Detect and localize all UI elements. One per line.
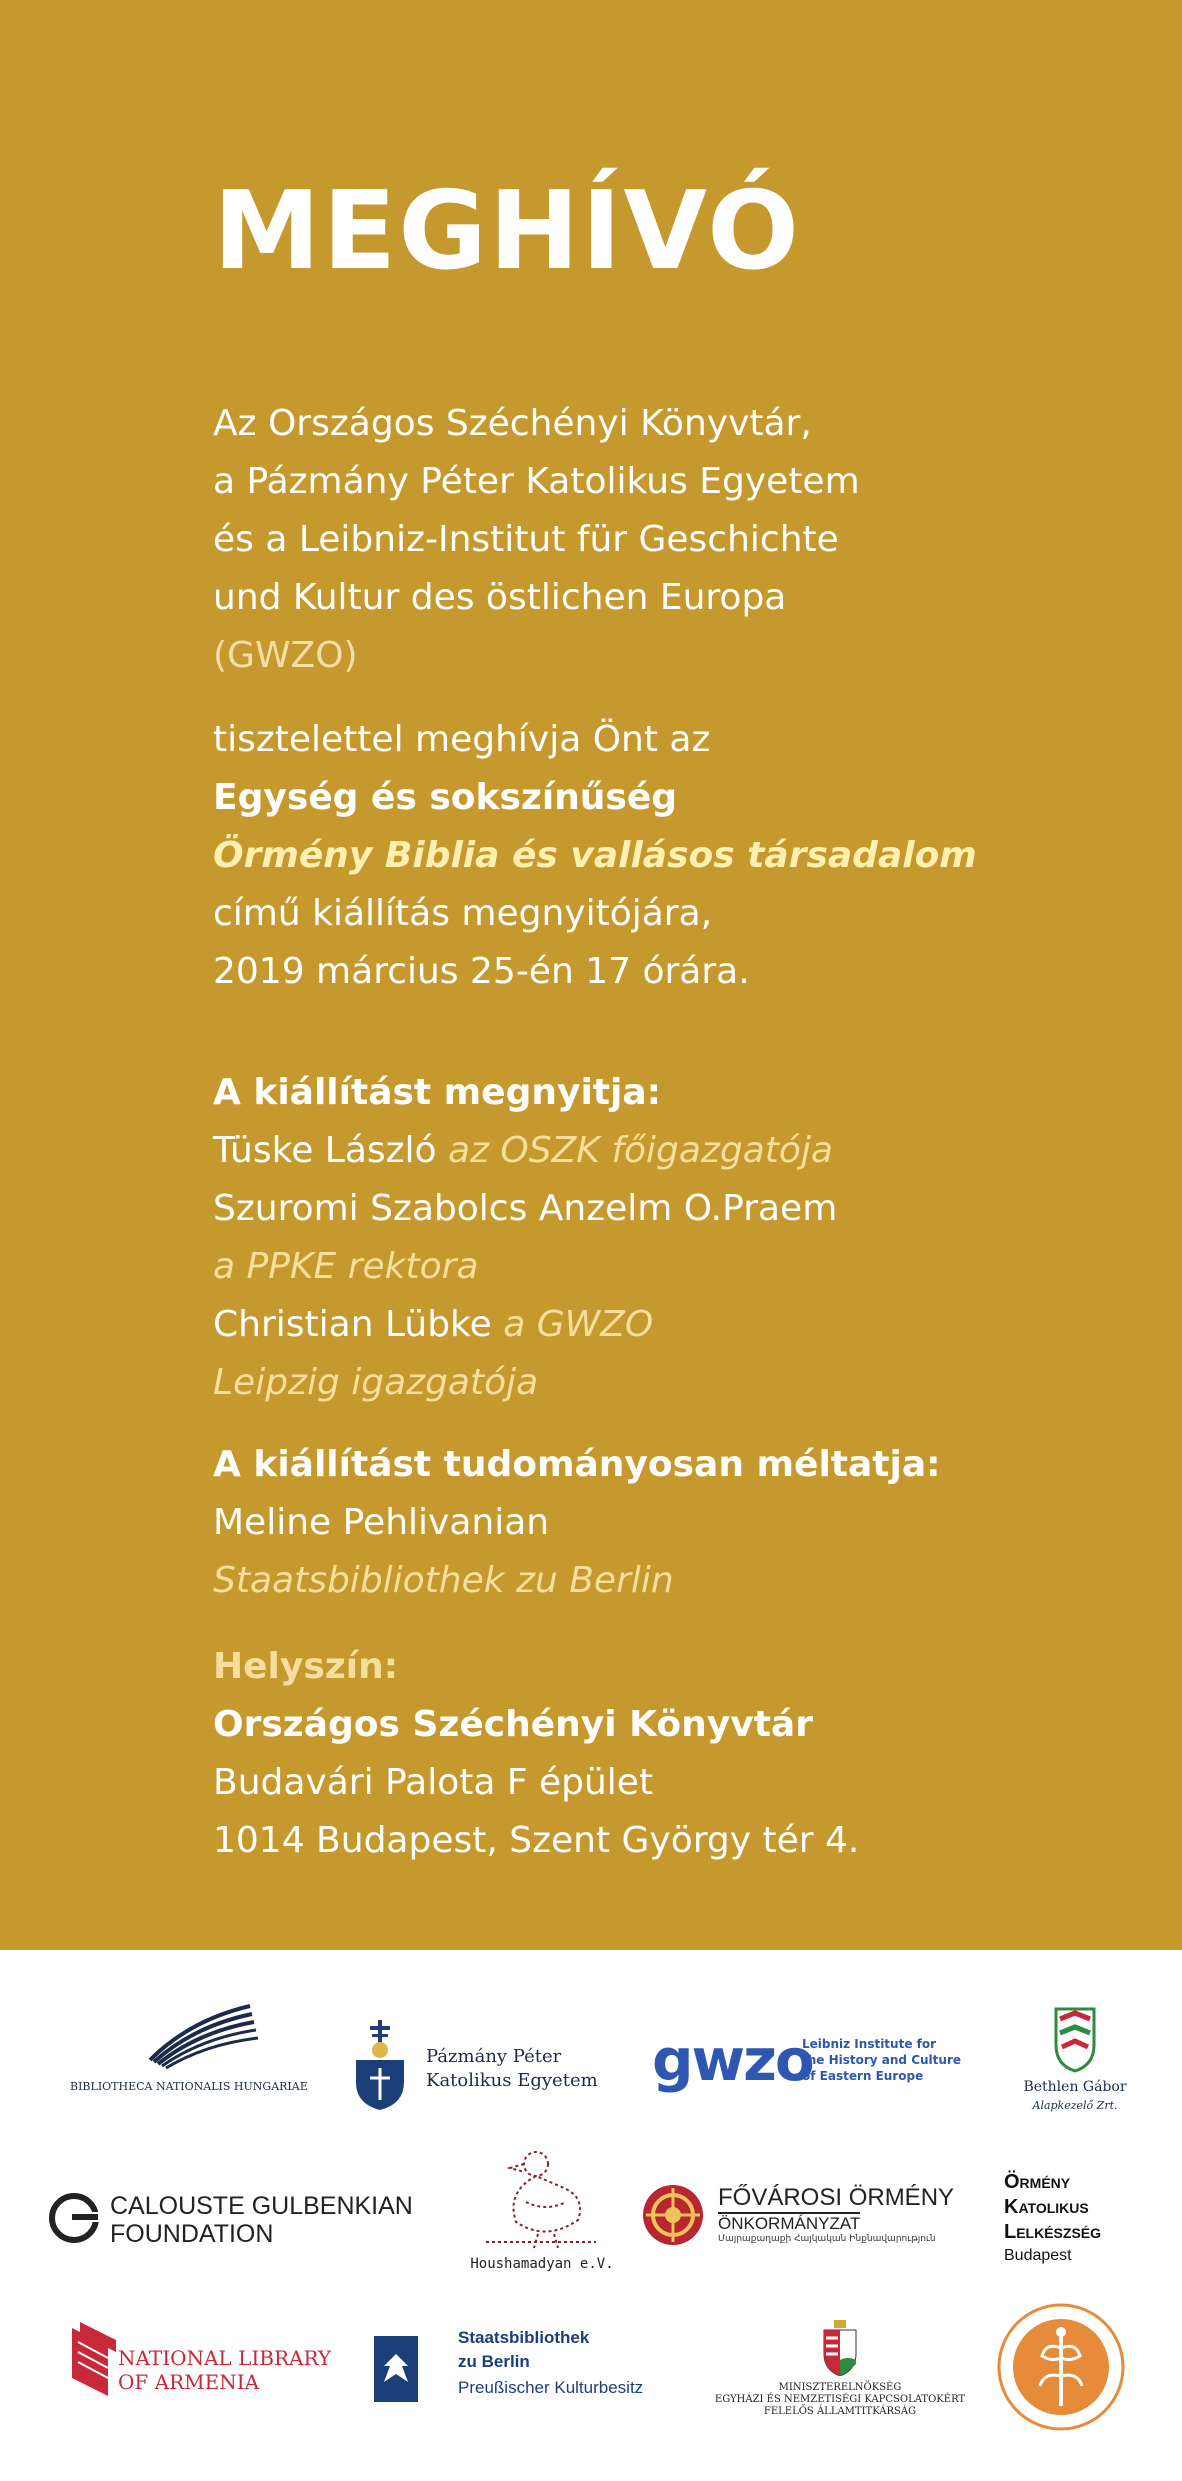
intro-line: a Pázmány Péter Katolikus Egyetem <box>213 461 860 502</box>
bnh-name: BIBLIOTHECA NATIONALIS HUNGARIAE <box>70 2080 308 2093</box>
intro-line: Az Országos Széchényi Könyvtár, <box>213 403 812 444</box>
bnh-logo <box>60 2000 310 2100</box>
nla-book-icon <box>68 2322 120 2402</box>
hungarian-coat-of-arms-icon <box>820 2320 860 2376</box>
ppke-logo <box>352 2020 612 2120</box>
speaker-name: Tüske László <box>213 1130 437 1171</box>
bethlen-shield-icon <box>1010 2005 1140 2075</box>
sbb-name-3: Preußischer Kulturbesitz <box>458 2378 644 2397</box>
houshamadyan-logo <box>436 2142 636 2282</box>
bethlen-logo <box>1010 2005 1140 2125</box>
speaker-role: a GWZO <box>503 1304 654 1345</box>
gulbenkian-emblem-icon <box>48 2192 100 2244</box>
gwzo-description <box>802 2036 961 2084</box>
ppke-crest-icon <box>352 2020 408 2110</box>
opening-block <box>213 1064 1113 1412</box>
speaker-role: az OSZK főigazgatója <box>448 1130 833 1171</box>
armenian-seal-icon <box>996 2302 1126 2432</box>
page-title: MEGHÍVÓ <box>213 169 801 294</box>
opening-heading: A kiállítást megnyitja: <box>213 1072 662 1113</box>
gwzo-logo <box>652 2026 972 2116</box>
ministry-name <box>700 2382 980 2418</box>
ministry-line: MINISZTERELNÖKSÉG <box>778 2382 902 2393</box>
venue-block <box>213 1638 1113 1870</box>
fovarosi-emblem-icon <box>640 2182 706 2248</box>
intro-line: és a Leibniz-Institut für Geschichte <box>213 519 839 560</box>
sponsor-logos <box>0 1950 1182 2481</box>
exhibition-title: Egység és sokszínűség <box>213 777 678 818</box>
ministry-line: EGYHÁZI ÉS NEMZETISÉGI KAPCSOLATOKÉRT <box>714 2394 966 2405</box>
ministry-logo <box>700 2320 980 2420</box>
ppke-name-2: Katolikus Egyetem <box>426 2070 598 2091</box>
speaker-name: Christian Lübke <box>213 1304 492 1345</box>
gwzo-desc-line: Leibniz Institute for <box>802 2037 937 2051</box>
ppke-name-1: Pázmány Péter <box>426 2046 562 2067</box>
appraisal-heading: A kiállítást tudományosan méltatja: <box>213 1444 941 1485</box>
okl-line: Budapest <box>1004 2247 1072 2264</box>
bethlen-name: Bethlen Gábor <box>1023 2079 1127 2095</box>
invite-block <box>213 711 1113 1001</box>
eagle-icon <box>374 2336 418 2402</box>
invite-line: tisztelettel meghívja Önt az <box>213 719 711 760</box>
event-date: 2019 március 25-én 17 órára. <box>213 951 750 992</box>
gulbenkian-name-1: CALOUSTE GULBENKIAN <box>110 2192 413 2220</box>
okl-line: Katolikus <box>1004 2196 1089 2218</box>
intro-line: (GWZO) <box>213 635 358 676</box>
speaker-line <box>213 1122 1113 1180</box>
appraisal-block <box>213 1436 1113 1610</box>
venue-name: Országos Széchényi Könyvtár <box>213 1704 813 1745</box>
venue-heading: Helyszín: <box>213 1646 399 1687</box>
appraiser-name: Meline Pehlivanian <box>213 1502 550 1543</box>
intro-line: und Kultur des östlichen Europa <box>213 577 787 618</box>
fovarosi-name-3: Մայրաքաղաքի Հայկական Ինքնավարություն <box>718 2234 936 2244</box>
okl-line: Lelkészség <box>1004 2221 1102 2243</box>
swoosh-icon <box>60 2000 310 2070</box>
gwzo-desc-line: of Eastern Europe <box>802 2069 924 2083</box>
okl-line: Örmény <box>1004 2171 1071 2193</box>
intro-block <box>213 395 1113 685</box>
speaker-line <box>213 1296 1113 1354</box>
fovarosi-name-1: FŐVÁROSI ÖRMÉNY <box>718 2184 955 2211</box>
sbb-name-1: Staatsbibliothek <box>458 2328 590 2347</box>
fovarosi-logo <box>640 2180 980 2260</box>
gwzo-wordmark: gwzo <box>652 2026 813 2094</box>
gulbenkian-logo <box>48 2186 428 2256</box>
venue-building: Budavári Palota F épület <box>213 1762 654 1803</box>
invite-line: című kiállítás megnyitójára, <box>213 893 713 934</box>
appraiser-org: Staatsbibliothek zu Berlin <box>213 1560 674 1601</box>
okl-logo <box>1004 2170 1164 2280</box>
speaker-role: a PPKE rektora <box>213 1246 479 1287</box>
exhibition-subtitle: Örmény Biblia és vallásos társadalom <box>213 835 977 876</box>
gwzo-desc-line: the History and Culture <box>802 2053 961 2067</box>
speaker-role: Leipzig igazgatója <box>213 1362 539 1403</box>
bethlen-sub: Alapkezelő Zrt. <box>1032 2099 1118 2112</box>
speaker-name: Szuromi Szabolcs Anzelm O.Praem <box>213 1188 838 1229</box>
bird-icon <box>466 2142 606 2252</box>
sbb-name-2: zu Berlin <box>458 2352 530 2371</box>
ministry-line: FELELŐS ÁLLAMTITKÁRSÁG <box>763 2406 917 2417</box>
nla-name-2: OF ARMENIA <box>118 2370 260 2394</box>
nla-logo <box>68 2322 368 2412</box>
fovarosi-name-2: ÖNKORMÁNYZAT <box>718 2214 861 2233</box>
armenian-seal-logo <box>996 2302 1126 2432</box>
houshamadyan-name: Houshamadyan e.V. <box>470 2256 614 2272</box>
gulbenkian-name-2: FOUNDATION <box>110 2220 274 2248</box>
nla-name-1: NATIONAL LIBRARY <box>118 2346 332 2370</box>
venue-address: 1014 Budapest, Szent György tér 4. <box>213 1820 860 1861</box>
sbb-logo <box>374 2328 674 2418</box>
